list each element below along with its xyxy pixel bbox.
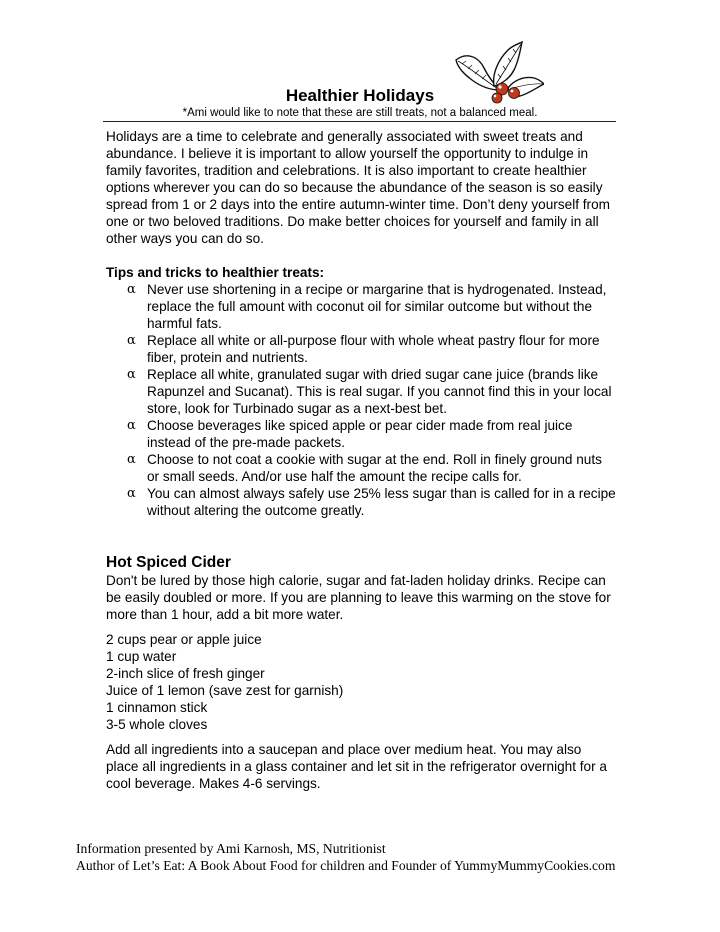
list-item: Juice of 1 lemon (save zest for garnish) <box>106 683 344 698</box>
list-item: α Choose beverages like spiced apple or pear cider made from real juice instead of the pre-made packets. <box>127 418 573 450</box>
list-item: α Choose to not coat a cookie with sugar at the end. Roll in finely ground nuts or small seeds. And/or use half the amount the recipe calls for. <box>127 452 602 484</box>
page-title: Healthier Holidays <box>285 86 435 105</box>
list-item: 2-inch slice of fresh ginger <box>106 666 265 681</box>
list-item: 2 cups pear or apple juice <box>106 632 262 647</box>
footer-author: Author of Let’s Eat: A Book About Food for children and Founder of YummyMummyCookies.com <box>76 858 616 873</box>
alpha-bullet-icon: α <box>127 333 136 348</box>
header-divider <box>103 121 616 122</box>
tips-heading: Tips and tricks to healthier treats: <box>106 265 325 280</box>
list-item: α You can almost always safely use 25% less sugar than is called for in a recipe without altering the outcome greatly. <box>127 486 616 518</box>
holly-icon <box>448 38 544 108</box>
list-item: 1 cup water <box>106 649 177 664</box>
ingredients-list <box>106 631 616 733</box>
list-item: 3-5 whole cloves <box>106 717 208 732</box>
list-item: α Replace all white or all-purpose flour with whole wheat pastry flour for more fiber, protein and nutrients. <box>127 333 600 365</box>
list-item: α Never use shortening in a recipe or margarine that is hydrogenated. Instead, replace the full amount with coconut oil for similar outcome but without the harmful fats. <box>127 282 607 331</box>
list-item: 1 cinnamon stick <box>106 700 208 715</box>
page-footer <box>76 840 676 874</box>
footer-credit: Information presented by Ami Karnosh, MS, Nutritionist <box>76 841 386 856</box>
intro-paragraph: Holidays are a time to celebrate and generally associated with sweet treats and abundance. I believe it is important to allow yourself the opportunity to indulge in family favorites, tradition and celebrations. It is also important to create healthier options wherever you can do so because the abundance of the season is so easily spread from 1 or 2 days into the entire autumn-winter time. Don’t deny yourself from one or two beloved traditions. Do make better choices for yourself and family in all other ways you can do so. <box>106 129 610 246</box>
alpha-bullet-icon: α <box>127 367 136 382</box>
alpha-bullet-icon: α <box>127 452 136 467</box>
alpha-bullet-icon: α <box>127 282 136 297</box>
recipe-directions: Add all ingredients into a saucepan and place over medium heat. You may also place all ingredients in a glass container and let sit in the refrigerator overnight for a cool beverage. Makes 4-6 servings. <box>106 742 607 791</box>
recipe-title: Hot Spiced Cider <box>106 554 231 571</box>
main-content <box>106 128 616 792</box>
tips-list <box>106 281 616 519</box>
list-item: α Replace all white, granulated sugar with dried sugar cane juice (brands like Rapunzel and Sucanat). This is real sugar. If you cannot find this in your local store, look for Turbinado sugar as a next-best bet. <box>127 367 612 416</box>
alpha-bullet-icon: α <box>127 418 136 433</box>
recipe-intro: Don't be lured by those high calorie, sugar and fat-laden holiday drinks. Recipe can be easily doubled or more. If you are planning to leave this warming on the stove for more than 1 hour, add a bit more water. <box>106 573 611 622</box>
alpha-bullet-icon: α <box>127 486 136 501</box>
page-subtitle: *Ami would like to note that these are still treats, not a balanced meal. <box>182 107 538 119</box>
